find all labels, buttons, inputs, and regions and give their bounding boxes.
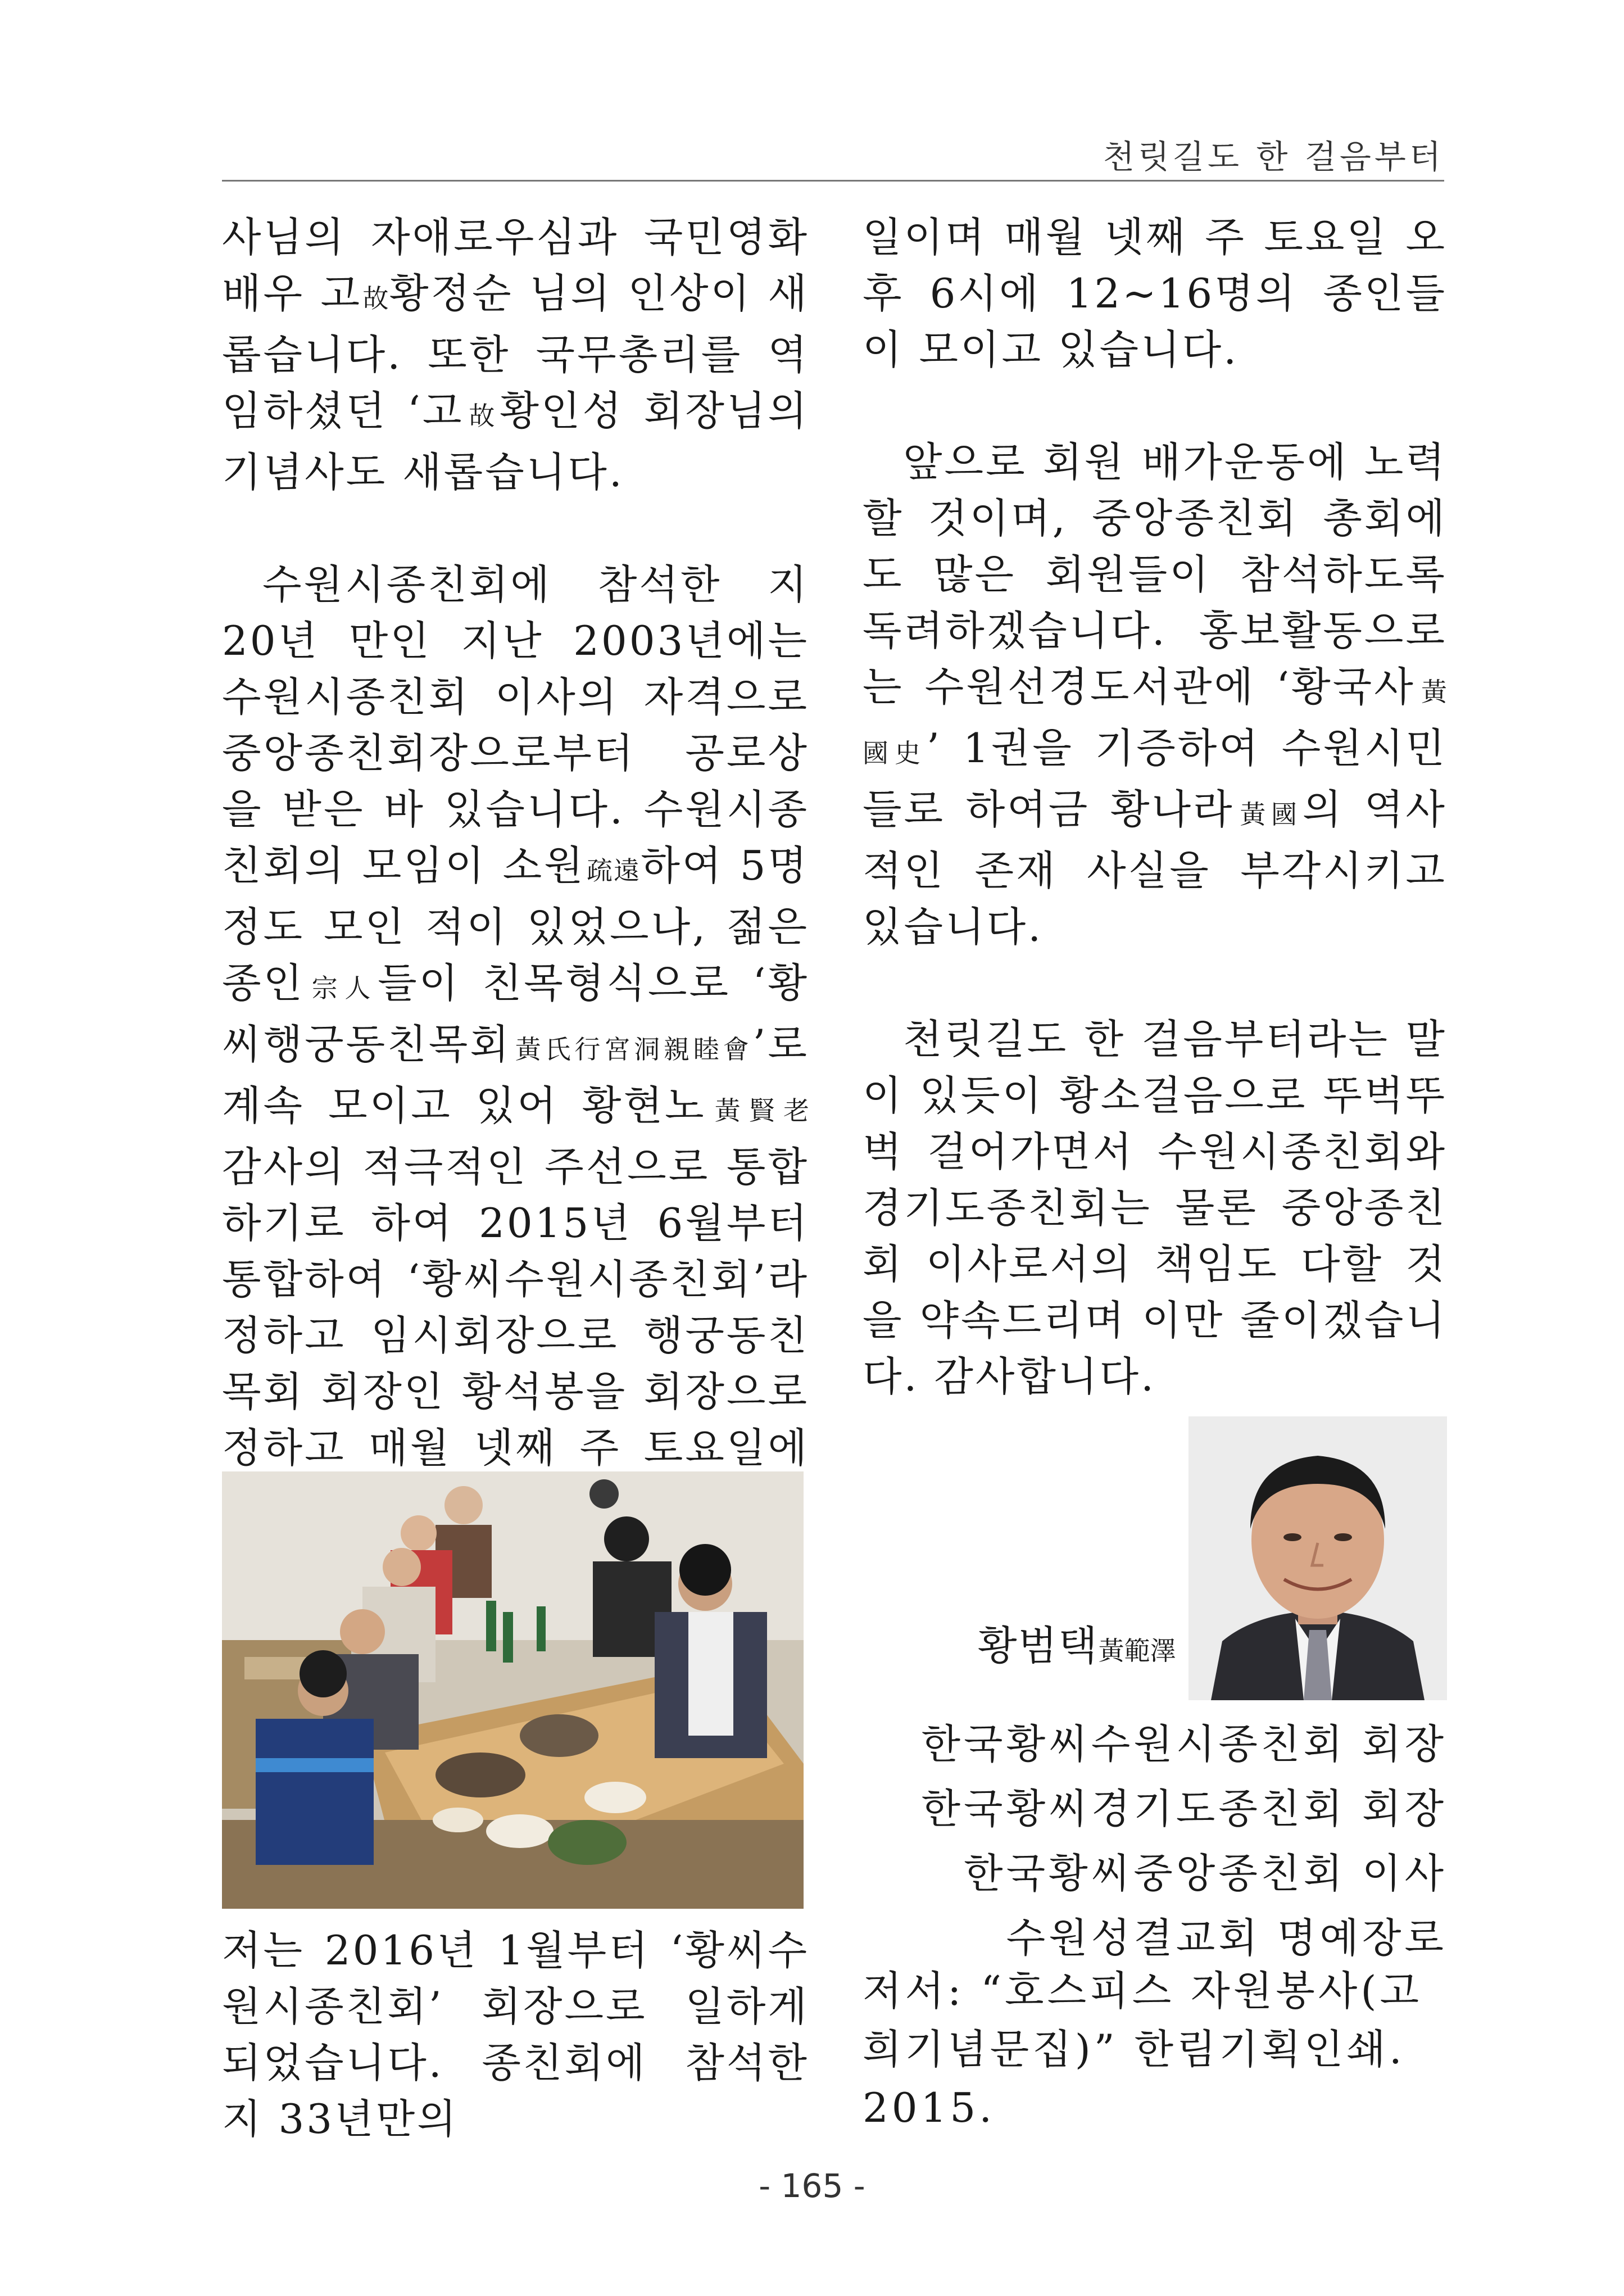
hanja-annotation: 黃賢老 (706, 1095, 810, 1126)
paragraph-text: 일이며 매월 넷째 주 토요일 오후 6시에 12~16명의 종인들이 모이고 있습니다. (863, 214, 1447, 373)
paragraph-text: 들이 친목형식으로 ‘황씨행궁동친목회 (222, 959, 809, 1068)
right-column-text (863, 209, 1447, 1405)
hanja-annotation: 疏遠 (585, 855, 641, 886)
paragraph-text: 감사의 적극적인 주선으로 통합하기로 하여 2015년 6월부터 통합하여 ‘황씨수원시종친회’라 정하고 임시회장으로 행궁동친목회 회장인 황석봉을 회장으로 정하고 매월 넷째 주 토요일에 (222, 1143, 809, 1471)
paragraph-text: 황정순 님의 인상이 새롭습니다. 또한 국무총리를 역임하셨던 ‘고 (222, 270, 809, 434)
paragraph-text: 수원시종친회에 참석한 지 20년 만인 지난 2003년에는 수원시종친회 이사의 자격으로 중앙종친회장으로부터 공로상을 받은 바 있습니다. 수원시종친회의 모임이 소원 (222, 561, 809, 889)
header-rule (222, 180, 1444, 182)
author-credential: 한국황씨수원시종친회 회장 (921, 1720, 1447, 1768)
gathering-photo (222, 1471, 804, 1909)
author-credential: 수원성결교회 명예장로 (1006, 1914, 1447, 1962)
paragraph-text: 천릿길도 한 걸음부터라는 말이 있듯이 황소걸음으로 뚜벅뚜벅 걸어가면서 수원시종친회와 경기도종친회는 물론 중앙종친회 이사로서의 책임도 다할 것을 약속드리며 이만 줄이겠습니다. 감사합니다. (863, 1016, 1447, 1400)
paragraph (222, 556, 809, 1532)
hanja-annotation: 故 (362, 283, 389, 314)
author-portrait-illustration (1188, 1416, 1447, 1700)
author-publication: 저서: “호스피스 자원봉사(고희기념문집)” 한림기획인쇄. 2015. (863, 1967, 1423, 2131)
paragraph (863, 1011, 1447, 1405)
author-name (978, 1613, 1176, 1672)
hanja-annotation: 黃國史 (863, 677, 1447, 768)
paragraph-text: 의 역사적인 존재 사실을 부각시키고 있습니다. (863, 786, 1447, 950)
author-portrait (1188, 1416, 1447, 1700)
paragraph-text: 하여 5명 정도 모인 적이 있었으나, 젊은 종인 (222, 842, 809, 1007)
author-credential: 한국황씨중앙종친회 이사 (964, 1850, 1447, 1897)
author-name-hanja: 黃範澤 (1098, 1636, 1176, 1666)
paragraph (222, 1922, 809, 2147)
paragraph (222, 209, 809, 500)
left-column-text (222, 209, 809, 1532)
running-title: 천릿길도 한 걸음부터 (1103, 138, 1444, 176)
hanja-annotation: 黃氏行宮洞親睦會 (511, 1034, 753, 1065)
paragraph-text: 황인성 회장님의 기념사도 새롭습니다. (222, 387, 809, 496)
paragraph-text: ’ 1권을 기증하여 수원시민들로 하여금 황나라 (863, 724, 1447, 833)
paragraph-text: ’로 계속 모이고 있어 황현노 (222, 1021, 809, 1129)
left-column-bottom-text (222, 1922, 809, 2147)
hanja-annotation: 宗人 (305, 973, 378, 1003)
hanja-annotation: 故 (464, 401, 500, 431)
author-name-hangul: 황범택 (978, 1622, 1099, 1669)
paragraph (863, 209, 1447, 378)
hanja-annotation: 黃國 (1234, 799, 1303, 830)
paragraph-text: 저는 2016년 1월부터 ‘황씨수원시종친회’ 회장으로 일하게 되었습니다. 종친회에 참석한 지 33년만의 (222, 1927, 809, 2143)
paragraph-text: 사님의 자애로우심과 국민영화배우 고 (222, 214, 809, 317)
paragraph-text: 앞으로 회원 배가운동에 노력할 것이며, 중앙종친회 총회에도 많은 회원들이 참석하도록 독려하겠습니다. 홍보활동으로는 수원선경도서관에 ‘황국사 (863, 438, 1447, 710)
author-credential: 한국황씨경기도종친회 회장 (921, 1785, 1447, 1832)
page-number: - 165 - (759, 2167, 865, 2205)
gathering-photo-illustration (222, 1471, 804, 1909)
paragraph (863, 434, 1447, 955)
